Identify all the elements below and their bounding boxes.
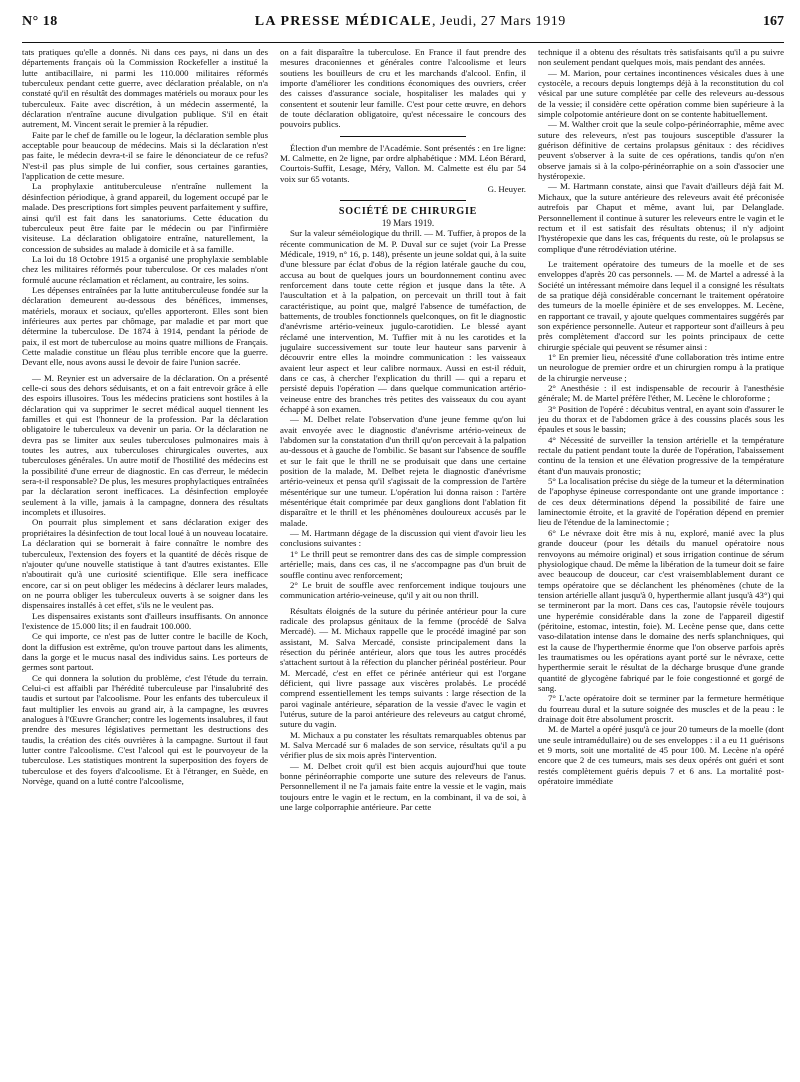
- divider-rule: [340, 136, 466, 137]
- paragraph: tats pratiques qu'elle a donnés. Ni dans ces pays, ni dans un des départements français où la Commission Rockefeller a institué la lutte antibacillaire, ni parmi les 110.000 militaires réformés tuberculeux pendant cette guerre, avec déclaration préalable, on n'a constaté qu'il en résultât des dommages matériels ou moraux pour les tuberculeux. Faite avec discrétion, à un médecin assermenté, la déclaration n'entraîne aucune divulgation publique. S'il en était autrement, M. Vincent serait le premier à la répudier.: [22, 47, 268, 130]
- journal-name: LA PRESSE MÉDICALE: [254, 14, 432, 29]
- paragraph: — M. Hartmann dégage de la discussion qui vient d'avoir lieu les conclusions suivantes :: [280, 528, 526, 549]
- column-left: [22, 47, 268, 1057]
- divider-rule: [340, 200, 466, 201]
- column-right: [538, 47, 784, 1057]
- issue-date: , Jeudi, 27 Mars 1919: [431, 14, 566, 29]
- paragraph: 1° Le thrill peut se remontrer dans des cas de simple compression artérielle; mais, dans ces cas, il ne s'accompagne pas d'un bruit de souffle continu avec renforcement;: [280, 548, 526, 580]
- paragraph: 7° L'acte opératoire doit se terminer par la fermeture hermétique du fourreau dural et la suture soignée des muscles et de la peau : le drainage doit être absolument proscrit.: [538, 693, 784, 724]
- paragraph: Ce qui importe, ce n'est pas de lutter contre le bacille de Koch, dont la diffusion est extrême, qu'on trouve partout dans les aliments, dans la gorge et le mucus nasal des individus sains. Les porteurs de germes sont partout.: [22, 631, 268, 673]
- paragraph: — M. Walther croit que la seule colpo-périnéorraphie, même avec suture des releveurs, n'est pas toujours susceptible d'assurer la guérison définitive de certains prolapsus génitaux : des récidives peuvent s'observer à la suite de ces opérations, tandis qu'on n'en observe jamais si à la colpo-périnéorraphie on a soin d'associer une hystéropexie.: [538, 119, 784, 182]
- section-heading: SOCIÉTÉ DE CHIRURGIE: [338, 206, 478, 218]
- paragraph: technique il a obtenu des résultats très satisfaisants qu'il a pu suivre non seulement pendant quelques mois, mais pendant des années.: [538, 47, 784, 68]
- paragraph: — M. Delbet relate l'observation d'une jeune femme qu'on lui avait envoyée avec le diagnostic d'anévrisme artério-veineux de l'abdomen sur la constatation d'un thrill qu'on percevait à la palpation au-dessous et à gauche de l'ombilic. Se basant sur l'absence de souffle et sur le fait que le thrill ne se produisait que dans une certaine position de la malade, M. Delbet rejeta le diagnostic d'anévrisme artério-veineux et pensa qu'il s'agissait de la compression de l'artère mésentérique sur une tumeur. L'opération lui donna raison : l'artère mésentérique était comprimée par deux ganglions dont l'ablation fit disparaître et le thrill et les phénomènes douloureux accusés par le malade.: [280, 414, 526, 528]
- paragraph: On pourrait plus simplement et sans déclaration exiger des propriétaires la désinfection de tout local loué à un nouveau locataire. La déclaration qui se bornerait à faire connaître le nombre des tuberculeux, l'extension des foyers et la quantité de décès risque de n'ajouter qu'une nouvelle statistique à tant d'autres existantes. Elle n'aboutirait qu'à une curiosité scientifique. Elle sera inefficace encore, car si on peut obliger les médecins à déclarer leurs malades, on ne pourra obliger les tuberculeux ouverts à se soigner dans les dispensaires installés à cet effet, s'ils ne le veulent pas.: [22, 517, 268, 611]
- paragraph: 6° Le névraxe doit être mis à nu, exploré, manié avec la plus grande douceur (pour les détails du manuel opératoire nous renvoyons au mémoire original) et sous irrigation continue de sérum physiologique chaud. De même la libération de la tumeur doit se faire avec beaucoup de douceur, car c'est vraisemblablement durant ce temps opératoire que se déclanchent les phénomènes (chute de la tension artérielle allant jusqu'à 0, hyperthermie allant jusqu'à 43°) qui se termineront par la mort. Dans ces cas, l'autopsie révèle toujours une hyperémie considérable dans la zone de l'appareil digestif (péritoine, estomac, intestin, foie). M. Lecène pense que, dans cette vaso-dilatation intense dans le domaine des nerfs splanchniques, qui est la cause de l'hyperthermie énorme que l'on observe parfois après les traumatismes ou les opérations ayant porté sur le névraxe, cette hyperthermie serait le résultat de la décharge brusque d'une grande quantité de glycogène fabriqué par le foie congestionné et gorgé de sang.: [538, 527, 784, 693]
- paragraph: 2° Le bruit de souffle avec renforcement indique toujours une communication artério-veineuse, qu'il y ait ou non thrill.: [280, 579, 526, 601]
- paragraph: Sur la valeur séméiologique du thrill. — M. Tuffier, à propos de la récente communication de M. P. Duval sur ce sujet (voir La Presse Médicale, 1919, n° 16, p. 148), présente un jeune soldat qui, à la suite d'une blessure par éclat d'obus de la région latérale gauche du cou, accusa au bout de quelques jours un bourdonnement continu avec renforcement dans toute cette région et jusque dans la tête. A l'auscultation et à la palpation, on percevait un thrill tout à fait caractéristique, au point que, malgré l'absence de tuméfaction, de battements, de troubles fonctionnels quelconques, on fit le diagnostic d'anévrisme artério-veineux jugulo-carotidien. Le blessé ayant réclamé une intervention, M. Tuffier mit à nu les carotides et la jugulaire successivement sur toute leur hauteur sans parvenir à découvrir entre elles la moindre communication : les vaisseaux avaient leur aspect et leur calibre normaux. Aussi en est-il réduit, dans ce cas, à chercher l'explication du thrill — qui a reparu et persisté depuis l'opération — dans quelque communication artério-veineuse entre des branches très petites des vaisseaux du cou ayant échappé à son examen.: [280, 228, 526, 414]
- paragraph: Ce qui donnera la solution du problème, c'est l'étude du terrain. Celui-ci est affaibli par l'hérédité tuberculeuse par l'insalubrité des taudis et surtout par l'alcoolisme. Pour les enfants des tuberculeux il faut multiplier les envois au grand air, à la campagne, les œuvres analogues à l'Œuvre Grancher; contre les logements insalubres, il faut prendre des mesures législatives permettant les destructions des taudis, la création des cités ouvrières à la campagne. Surtout il faut lutter contre l'alcoolisme. C'est l'alcool qui est le pourvoyeur de la tuberculose. Les statistiques montrent la superposition des foyers de tuberculose et des foyers d'alcoolisme. Et à l'étranger, en Suède, en Norvège, quand on a lutté contre l'alcoolisme,: [22, 672, 268, 787]
- page-header: [22, 14, 784, 43]
- paragraph: 1° En premier lieu, nécessité d'une collaboration très intime entre un neurologue de premier ordre et un chirurgien rompu à la pratique de la chirurgie nerveuse ;: [538, 351, 784, 383]
- paragraph: La prophylaxie antituberculeuse n'entraîne nullement la désinfection périodique, à grand appareil, du logement occupé par le malade. Des prescriptions fort simples peuvent parfaitement y suffire, ainsi qu'il est fait dans les sanatoriums. Cette éducation du tuberculeux peut être faite par le médecin ou par l'infirmière visiteuse. La déclaration obligatoire entraîne, naturellement, la concession de subsides au malade à domicile et à sa famille.: [22, 181, 268, 254]
- paragraph: 2° Anesthésie : il est indispensable de recourir à l'anesthésie générale; M. de Martel préfère l'éther, M. Lecène le chloroforme ;: [538, 383, 784, 404]
- signature: G. Heuyer.: [487, 184, 526, 195]
- paragraph: Résultats éloignés de la suture du périnée antérieur pour la cure radicale des prolapsus génitaux de la femme (procédé de Salva Mercadé). — M. Michaux rappelle que le procédé imaginé par son assistant, M. Salva Mercadé, consiste principalement dans la résection du périnée antérieur, alors que tous les autres procédés s'attachent surtout à la réfection du plancher périnéal postérieur. Pour M. Mercadé, c'est en effet ce périnée antérieur qui est l'organe déficient, qui livre passage aux viscères prolabés. Le procédé comprend essentiellement les temps suivants : large résection de la paroi vaginale antérieure, séparation de la vessie d'avec le vagin et l'utérus, suture de la paroi antérieure des releveurs au catgut chromé, suture du vagin.: [280, 605, 526, 730]
- paragraph: Les dispensaires existants sont d'ailleurs insuffisants. On annonce l'existence de 15.000 lits; il en faudrait 100.000.: [22, 610, 268, 631]
- journal-title: [255, 14, 566, 30]
- paragraph: — M. Marion, pour certaines incontinences vésicales dues à une cystocèle, a recours depuis longtemps déjà à la reconstitution du col vésical par une suture complétée par celle des releveurs au-dessous de la vessie; il considère cette opération comme bien supérieure à la simple colpotomie antérieure dont on se contente habituellement.: [538, 67, 784, 120]
- paragraph: — M. Delbet croit qu'il est bien acquis aujourd'hui que toute bonne périnéorraphie comporte une suture des releveurs de l'anus. Personnellement il ne l'a jamais faite entre la vessie et le vagin, mais toujours entre le vagin et le rectum, en la combinant, il va de soi, à une large colporraphie antérieure. Par cette: [280, 760, 526, 813]
- section-date: 19 Mars 1919.: [381, 217, 435, 228]
- paragraph: M. de Martel a opéré jusqu'à ce jour 20 tumeurs de la moelle (dont une seule intramédullaire) ou de ses enveloppes : il a eu 11 guérisons et 9 morts, soit une mortalité de 45 pour 100. M. Lecène n'a opéré encore que 2 de ces tumeurs, mais ses deux opérés ont guéri et sont restés complètement guéris depuis 7 et 6 ans. La mortalité post-opératoire immédiate: [538, 724, 784, 787]
- page-number: 167: [762, 14, 784, 29]
- paragraph: Le traitement opératoire des tumeurs de la moelle et de ses enveloppes d'après 20 cas personnels. — M. de Martel a adressé à la Société un intéressant mémoire dans lequel il a consigné les résultats de sa pratique déjà considérable concernant le traitement opératoire des tumeurs de la moelle épinière et de ses enveloppes. M. Lecène, en rapportant ce travail, y ajoute quelques commentaires suggérés par son expérience personnelle. Auteur et rapporteur sont d'ailleurs à peu près complètement d'accord sur les points principaux de cette chirurgie spéciale qui peuvent se résumer ainsi :: [538, 258, 784, 352]
- paragraph: Élection d'un membre de l'Académie. Sont présentés : en 1re ligne: M. Calmette, en 2e ligne, par ordre alphabétique : MM. Léon Bérard, Courtois-Suffit, Lesage, Méry, Vallon. M. Calmette est élu par 54 voix sur 65 votants.: [280, 142, 526, 184]
- paragraph: Faite par le chef de famille ou le logeur, la déclaration semble plus acceptable pour beaucoup de médecins. Mais si la déclaration n'est pas faite, le médecin devra-t-il se faire le dénonciateur de ce refus? N'est-il pas plus simple de lui confier, sous certaines garanties, l'application de cette mesure.: [22, 129, 268, 182]
- paragraph: 5° La localisation précise du siège de la tumeur et la détermination de l'apophyse épineuse correspondante ont une grande importance : de ces deux déterminations dépend la possibilité de faire une laminectomie étroite, et la gravité de l'opération dépend en premier lieu de l'étendue de la laminectomie ;: [538, 476, 784, 528]
- issue-number: N° 18: [22, 14, 58, 29]
- column-middle: [280, 47, 526, 1057]
- paragraph: 3° Position de l'opéré : décubitus ventral, en ayant soin d'assurer le jeu du thorax et de l'abdomen grâce à des coussins placés sous les épaules et sous le bassin;: [538, 403, 784, 435]
- paragraph: on a fait disparaître la tuberculose. En France il faut prendre des mesures draconiennes et générales contre l'alcoolisme et leurs soutiens les bouilleurs de cru et les marchands d'alcool. Enfin, il importe d'améliorer les conditions économiques des ouvriers, créer des caisses d'assurance sociale, hospitaliser les malades qui y consentent et soutenir leur famille. C'est pour cette œuvre, en dehors de toute déclaration obligatoire, qu'est nécessaire le concours des pouvoirs publics.: [280, 47, 526, 130]
- columns: [22, 47, 784, 1057]
- paragraph: 4° Nécessité de surveiller la tension artérielle et la température rectale du patient pendant toute la durée de l'opération, l'abaissement continu de la tension et une élévation progressive de la température étant d'un mauvais pronostic;: [538, 434, 784, 476]
- paragraph: — M. Hartmann constate, ainsi que l'avait d'ailleurs déjà fait M. Michaux, que la suture antérieure des releveurs avait été préconisée autrefois par Chaput et même, avant lui, par Delanglade. Personnellement il continue à suturer les releveurs entre le vagin et le rectum et il est satisfait des résultats obtenus; il n'y adjoint l'hystéropexie que dans les cas, fréquents du reste, où le prolapsus se complique d'une rétrodéviation utérine.: [538, 181, 784, 254]
- paragraph: — M. Reynier est un adversaire de la déclaration. On a présenté celle-ci sous des dehors séduisants, et on a fait entrevoir grâce à elle des espoirs illusoires. Tous les médecins praticiens sont hostiles à la déclaration qui va supprimer le secret médical auquel tiennent les familles et qui est l'honneur de la profession. Par la déclaration obligatoire le tuberculeux va devenir un paria. Or la déclaration ne devra pas se limiter aux seules tuberculoses pulmonaires mais à toutes les autres, aux tuberculoses chirurgicales ouvertes, aux tuberculoses générales. Un autre motif de l'hostilité des médecins est la possibilité d'une erreur de diagnostic. En cas d'erreur, le médecin sera-t-il responsable? De plus, les mesures prophylactiques entraînées par la déclaration seront inefficaces. La désinfection employée seulement à la ville, jamais à la campagne, donnera des résultats incomplets et illusoires.: [22, 372, 268, 518]
- paragraph: Les dépenses entraînées par la lutte antituberculeuse fondée sur la déclaration demeurent au-dessous des bénéfices, immenses, matériels, moraux et sociaux, qu'elles apporteront. Elles sont bien inférieures aux pertes par chômage, par maladie et par mort que détermine la tuberculose. De 1874 à 1914, pendant la période de paix, il est mort de tuberculose au moins quatre millions de Français. Cette maladie constitue un fléau plus terrible encore que la guerre. Devant elle, nous avons aussi le devoir de faire l'union sacrée.: [22, 284, 268, 368]
- paragraph: M. Michaux a pu constater les résultats remarquables obtenus par M. Salva Mercadé sur 6 malades de son service, résultats qu'il a pu vérifier plus de six mois après l'intervention.: [280, 729, 526, 761]
- paragraph: La loi du 18 Octobre 1915 a organisé une prophylaxie semblable chez les militaires réformés pour tuberculose. Or ces malades n'ont formulé aucune réclamation et réclament, au contraire, les soins.: [22, 253, 268, 285]
